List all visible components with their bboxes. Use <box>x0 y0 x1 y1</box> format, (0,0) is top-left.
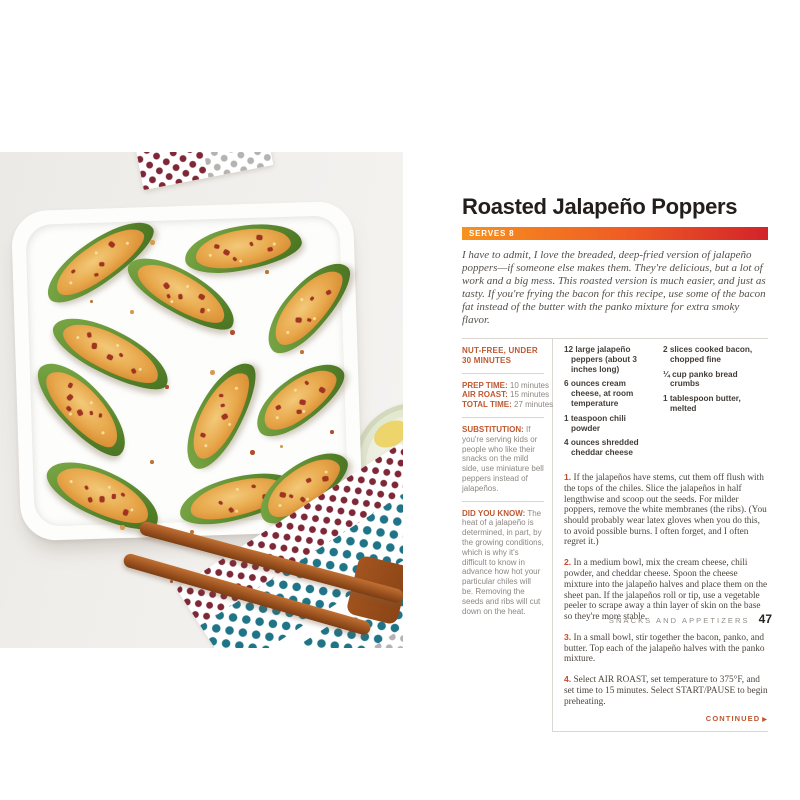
page-footer <box>609 612 772 626</box>
ingredient: 12 large jalapeño peppers (about 3 inches long) <box>564 345 637 374</box>
serves-label: SERVES 8 <box>469 229 515 238</box>
page-number: 47 <box>758 612 772 626</box>
recipe-page <box>462 194 768 732</box>
bacon-bit <box>296 409 301 413</box>
step-2: 2. In a medium bowl, mix the cream cheese, chili powder, and cheddar cheese. Spoon the cheese mixture into the jalapeño halves and place them on the sheet pan. If the jalapeños roll or tip, use a vegetable peeler to scrape away a thin layer of skin on the base so they're more stable. <box>564 557 768 622</box>
step-1: 1. If the jalapeños have stems, cut them off flush with the tops of the chiles. Slice the jalapeños in half lengthwise and scoop out the seeds. For milder poppers, remove the white membranes (the ribs). (You should probably wear latex gloves when you do this, to avoid possible burns. I often forget, and I often regret it.) <box>564 472 767 548</box>
crumb <box>120 525 125 530</box>
time-block <box>462 373 554 410</box>
recipe-main-column <box>553 339 768 732</box>
bacon-bit <box>99 497 104 503</box>
ingredient: 6 ounces cream cheese, at room temperature <box>564 379 634 408</box>
crumb <box>165 385 169 389</box>
continued-marker: CONTINUED ▶ <box>705 713 768 723</box>
bacon-bit <box>178 294 183 299</box>
ingredients-column-2 <box>663 345 768 463</box>
crumb <box>130 310 134 314</box>
polka-dot-napkin-top <box>135 152 274 190</box>
recipe-columns <box>462 338 768 732</box>
napkin-maroon-dots <box>135 152 209 190</box>
crumb <box>280 445 283 448</box>
napkin-silver-dots <box>199 152 273 178</box>
crumb <box>265 270 269 274</box>
ingredient: ¼ cup panko bread crumbs <box>663 369 738 389</box>
crumb <box>150 460 154 464</box>
recipe-sidebar <box>462 339 553 732</box>
panko-crumb <box>208 254 211 257</box>
bacon-bit <box>93 272 98 276</box>
serves-banner <box>462 227 768 240</box>
total-time: TOTAL TIME: 27 minutes <box>462 400 554 410</box>
did-you-know-note: DID YOU KNOW: The heat of a jalapeño is determined, in part, by the growing conditions, which is why it's difficult to know in advance how hot your particular chiles will be. Removing the seeds and ribs will cut down on the heat. <box>462 501 544 617</box>
crumb <box>150 240 155 245</box>
substitution-note: SUBSTITUTION: If you're serving kids or people who like their snacks on the mild side, use miniature bell peppers instead of jalapeños. <box>462 417 544 494</box>
recipe-title: Roasted Jalapeño Poppers <box>462 194 738 219</box>
crumb <box>250 450 255 455</box>
crumb <box>90 300 93 303</box>
ingredient: 4 ounces shredded cheddar cheese <box>564 438 639 458</box>
prep-time: PREP TIME: 10 minutes <box>462 380 550 390</box>
bacon-bit <box>296 317 302 322</box>
crumb <box>230 330 235 335</box>
diet-tags: NUT-FREE, UNDER 30 MINUTES <box>462 346 538 365</box>
instructions <box>564 472 768 707</box>
chapter-name: SNACKS AND APPETIZERS <box>608 616 750 625</box>
step-3: 3. In a small bowl, stir together the bacon, panko, and butter. Top each of the jalapeño halves with the panko mixture. <box>564 632 765 665</box>
ingredients-list <box>564 345 768 463</box>
bacon-bit <box>322 475 329 481</box>
bacon-bit <box>111 494 115 499</box>
bacon-bit <box>99 262 104 266</box>
bacon-bit <box>299 399 306 405</box>
step-4: 4. Select AIR ROAST, set temperature to 375°F, and set time to 15 minutes. Select START/PAUSE to begin preheating. <box>564 674 768 707</box>
crumb <box>330 430 334 434</box>
panko-crumb <box>272 242 275 245</box>
bacon-bit <box>86 332 91 338</box>
bacon-bit <box>91 343 97 349</box>
air-roast-time: AIR ROAST: 15 minutes <box>462 390 550 400</box>
recipe-intro: I have to admit, I love the breaded, deep-fried version of jalapeño poppers—if someone else makes them. They're delicious, but a lot of work and a big mess. This roasted version is much easier, and just as tasty. If you're frying the bacon for this recipe, use some of the bacon fat instead of the butter with the panko mixture for extra smoky flavor. <box>462 249 766 326</box>
ingredient: 1 teaspoon chili powder <box>564 413 626 433</box>
ingredients-column-1 <box>564 345 652 463</box>
crumb <box>300 350 304 354</box>
crumb <box>210 370 215 375</box>
ingredient: 2 slices cooked bacon, chopped fine <box>663 345 753 364</box>
continued-arrow-icon: ▶ <box>762 716 768 723</box>
recipe-photo <box>0 152 403 648</box>
bacon-bit <box>251 484 256 488</box>
ingredient: 1 tablespoon butter, melted <box>663 394 741 413</box>
